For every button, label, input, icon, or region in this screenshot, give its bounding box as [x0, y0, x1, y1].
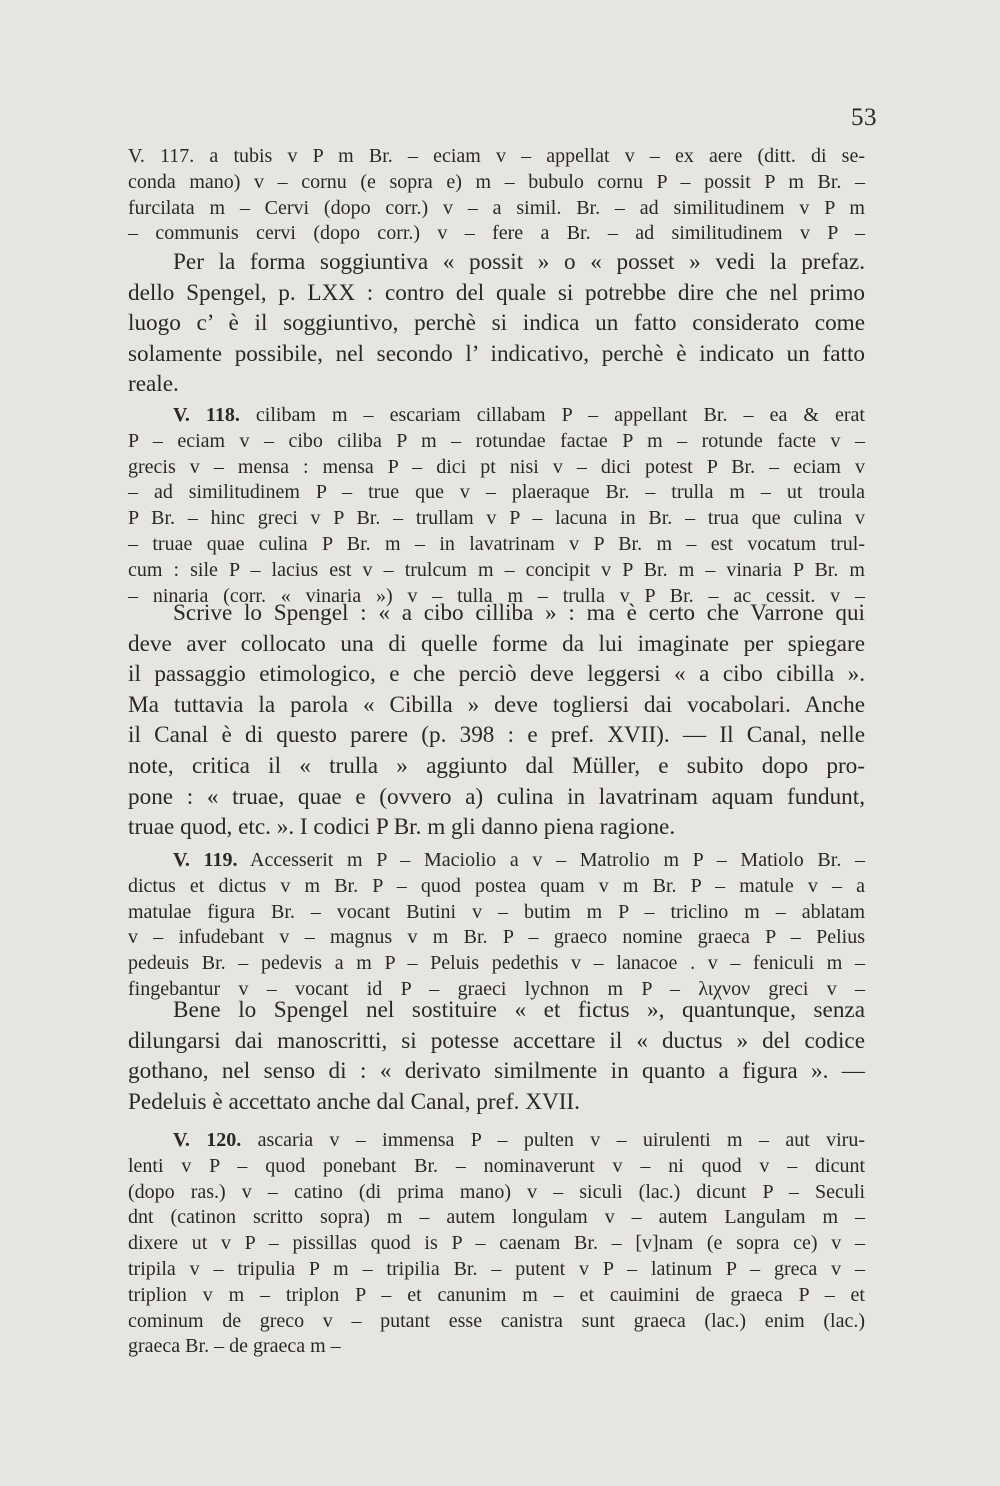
text-line: Ma tuttavia la parola « Cibilla » deve togliersi dai vocabolari. Anche: [128, 691, 865, 718]
text-line: graeca Br. – de graeca m –: [128, 1335, 341, 1358]
text-line: – truae quae culina P Br. m – in lavatrinam v P Br. m – est vocatum trul-: [128, 532, 865, 555]
text-line: dixere ut v P – pissillas quod is P – caenam Br. – [v]nam (e sopra ce) v –: [128, 1232, 865, 1255]
text-line: V. 117. a tubis v P m Br. – eciam v – appellat v – ex aere (ditt. di se-: [128, 145, 865, 167]
text-line: dnt (catinon scritto sopra) m – autem longulam v – autem Langulam m –: [128, 1206, 865, 1229]
verse-number: V. 120.: [173, 1129, 242, 1151]
text-line: cominum de greco v – putant esse canistra sunt graeca (lac.) enim (lac.): [128, 1309, 865, 1332]
text-line: luogo c’ è il soggiuntivo, perchè si indica un fatto considerato come: [128, 310, 865, 337]
text-line: P Br. – hinc greci v P Br. – trullam v P – lacuna in Br. – trua que culina v: [128, 507, 865, 530]
text-line: truae quod, etc. ». I codici P Br. m gli danno piena ragione.: [128, 814, 676, 841]
text-line: deve aver collocato una di quelle forme da lui imaginate per spiegare: [128, 630, 865, 657]
text-line: triplion v m – triplon P – et canunim m – et cauimini de graeca P – et: [128, 1283, 865, 1306]
text-line: note, critica il « trulla » aggiunto dal Müller, e subito dopo pro-: [128, 752, 865, 779]
apparatus-v117: [128, 144, 865, 247]
text-line: dictus et dictus v m Br. P – quod postea quam v m Br. P – matule v – a: [128, 874, 865, 897]
text-line: lenti v P – quod ponebant Br. – nominaverunt v – ni quod v – dicunt: [128, 1154, 865, 1177]
text-line: gothano, nel senso di : « derivato similmente in quanto a figura ». —: [128, 1058, 865, 1085]
verse-number: V. 118.: [173, 404, 240, 426]
page-number: 53: [851, 104, 877, 131]
text-line: – communis cervi (dopo corr.) v – fere a Br. – ad similitudinem v P –: [128, 222, 865, 245]
text-line: grecis v – mensa : mensa P – dici pt nisi v – dici potest P Br. – eciam v: [128, 455, 865, 478]
text-line: (dopo ras.) v – catino (di prima mano) v – siculi (lac.) dicunt P – Seculi: [128, 1180, 865, 1203]
commentary-v118: [128, 598, 865, 843]
text-line: Per la forma soggiuntiva « possit » o « posset » vedi la prefaz.: [173, 249, 865, 275]
text-line: V. 120. ascaria v – immensa P – pulten v – uirulenti m – aut viru-: [173, 1129, 865, 1151]
text-line: tripila v – tripulia P m – tripilia Br. – putent v P – latinum P – greca v –: [128, 1257, 865, 1280]
text-line: – ad similitudinem P – true que v – plaeraque Br. – trulla m – ut troula: [128, 481, 865, 504]
text-line: dilungarsi dai manoscritti, si potesse accettare il « ductus » del codice: [128, 1027, 865, 1054]
text-line: pone : « truae, quae e (ovvero a) culina in lavatrinam aquam fundunt,: [128, 783, 865, 810]
text-line: cum : sile P – lacius est v – trulcum m – concipit v P Br. m – vinaria P Br. m: [128, 558, 865, 581]
text-line: conda mano) v – cornu (e sopra e) m – bubulo cornu P – possit P m Br. –: [128, 170, 865, 193]
text-line: solamente possibile, nel secondo l’ indicativo, perchè è indicato un fatto: [128, 340, 865, 367]
text-line: Bene lo Spengel nel sostituire « et fictus », quantunque, senza: [173, 997, 865, 1023]
apparatus-v118: [128, 403, 865, 609]
apparatus-v120: [128, 1128, 865, 1360]
text-line: P – eciam v – cibo ciliba P m – rotundae factae P m – rotunde facte v –: [128, 429, 865, 452]
text-line: furcilata m – Cervi (dopo corr.) v – a simil. Br. – ad similitudinem v P m: [128, 196, 865, 219]
text-line: il Canal è di questo parere (p. 398 : e pref. XVII). — Il Canal, nelle: [128, 722, 865, 749]
text-line: V. 118. cilibam m – escariam cillabam P – appellant Br. – ea & erat: [173, 404, 865, 426]
text-line: pedeuis Br. – pedevis a m P – Peluis pedethis v – lanacoe . v – feniculi m –: [128, 952, 865, 975]
text-line: reale.: [128, 371, 179, 398]
commentary-v119: [128, 995, 865, 1117]
verse-number: V. 119.: [173, 849, 238, 871]
text-line: Pedeluis è accettato anche dal Canal, pref. XVII.: [128, 1088, 580, 1115]
text-line: fingebantur v – vocant id P – graeci lychnon m P – λιχνον greci v –: [128, 977, 865, 1000]
text-line: matulae figura Br. – vocant Butini v – butim m P – triclino m – ablatam: [128, 900, 865, 923]
text-line: V. 119. Accesserit m P – Maciolio a v – Matrolio m P – Matiolo Br. –: [173, 849, 865, 871]
text-line: dello Spengel, p. LXX : contro del quale si potrebbe dire che nel primo: [128, 279, 865, 306]
text-line: – ninaria (corr. « vinaria ») v – tulla m – trulla v P Br. – ac cessit. v –: [128, 584, 865, 607]
commentary-v117: [128, 247, 865, 400]
text-line: v – infudebant v – magnus v m Br. P – graeco nomine graeca P – Pelius: [128, 926, 865, 949]
text-line: Scrive lo Spengel : « a cibo cilliba » : ma è certo che Varrone qui: [173, 600, 865, 626]
text-line: il passaggio etimologico, e che perciò deve leggersi « a cibo cibilla ».: [128, 661, 865, 688]
apparatus-v119: [128, 848, 865, 1003]
